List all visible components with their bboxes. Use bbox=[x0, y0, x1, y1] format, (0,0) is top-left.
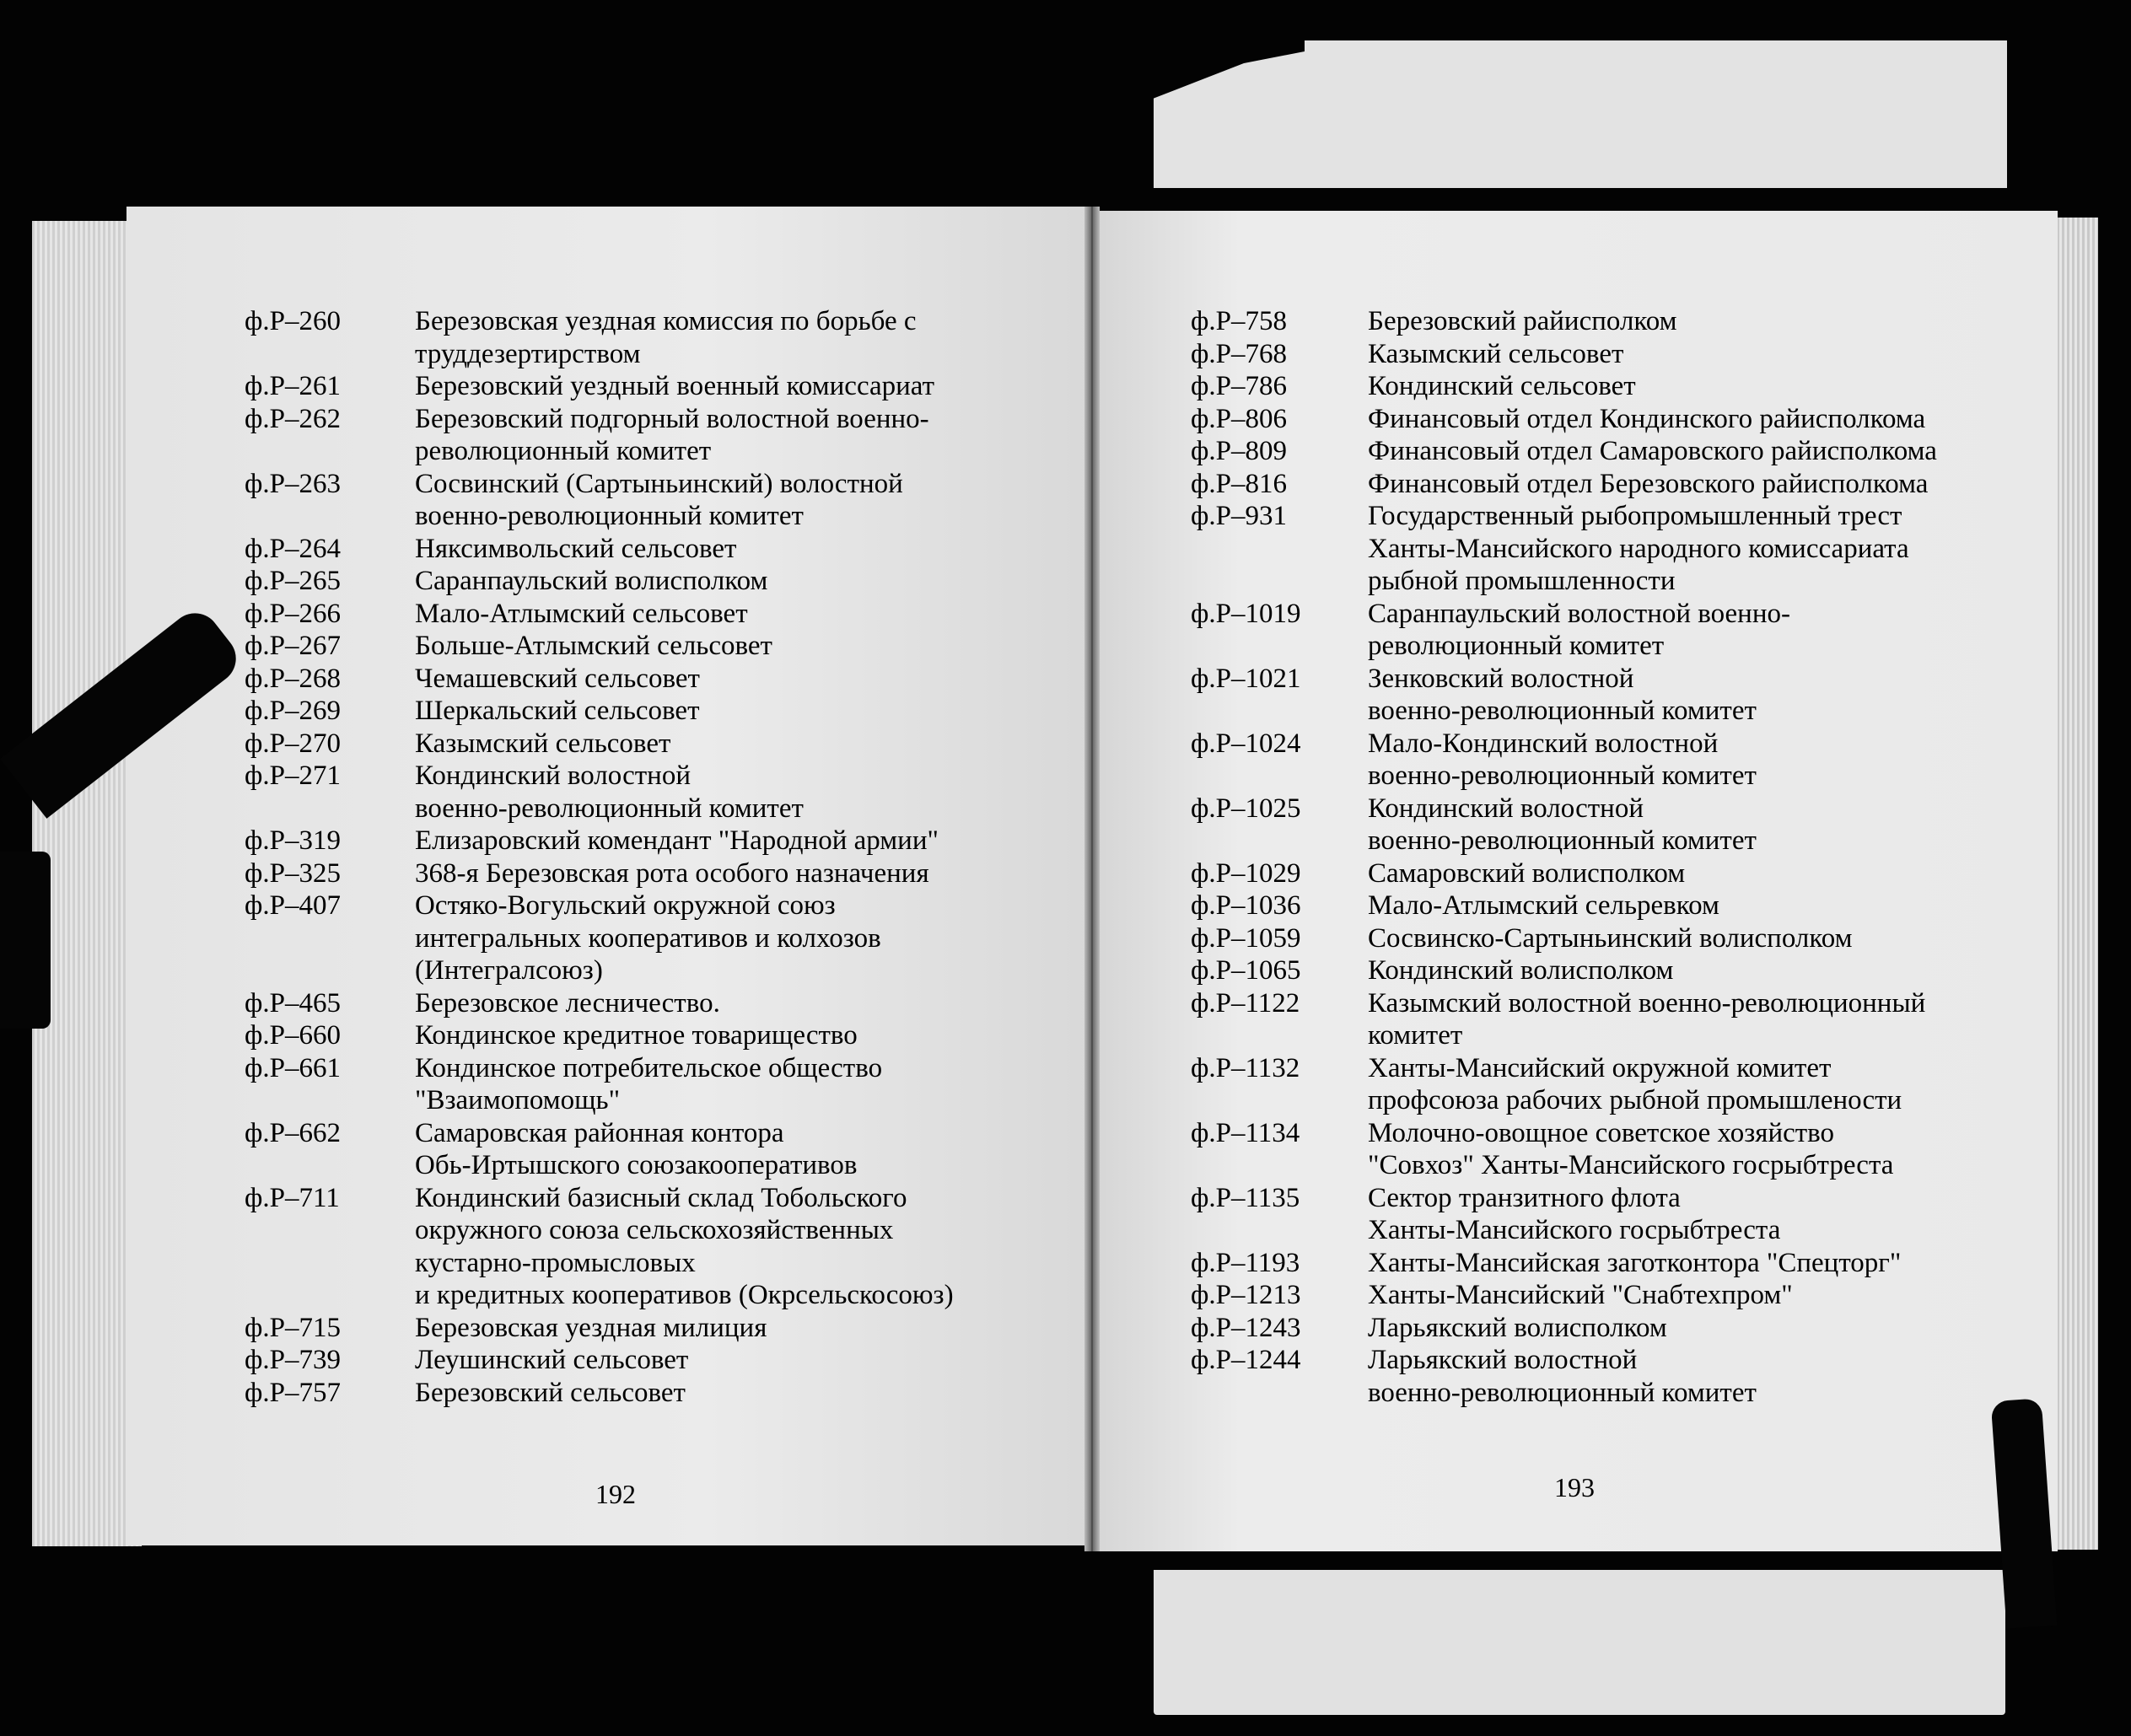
fond-code: ф.Р–715 bbox=[245, 1312, 341, 1343]
fond-title: Финансовый отдел Кондинского райисполкома bbox=[1368, 403, 1926, 434]
fond-title: Самаровская районная контора Обь-Иртышского союзакооперативов bbox=[415, 1117, 858, 1180]
fond-entry bbox=[245, 663, 1020, 696]
fond-entry bbox=[1191, 403, 1975, 436]
fond-code: ф.Р–264 bbox=[245, 533, 341, 564]
fond-entry bbox=[245, 468, 1020, 533]
fond-entry bbox=[1191, 338, 1975, 371]
fond-entry bbox=[245, 987, 1020, 1020]
fond-entry bbox=[1191, 1182, 1975, 1247]
fond-title: Ларьякский волисполком bbox=[1368, 1312, 1667, 1343]
fond-entry bbox=[1191, 922, 1975, 955]
fond-entry bbox=[245, 370, 1020, 403]
fond-entry bbox=[245, 695, 1020, 728]
fond-code: ф.Р–1029 bbox=[1191, 857, 1301, 889]
fond-code: ф.Р–711 bbox=[245, 1182, 340, 1213]
bottom-paper-strip bbox=[1154, 1570, 2005, 1715]
fond-entry bbox=[1191, 793, 1975, 857]
fond-code: ф.Р–319 bbox=[245, 825, 341, 856]
fond-code: ф.Р–1019 bbox=[1191, 598, 1301, 629]
fond-code: ф.Р–806 bbox=[1191, 403, 1287, 434]
fond-code: ф.Р–757 bbox=[245, 1377, 341, 1408]
fond-entry bbox=[1191, 1052, 1975, 1117]
fond-title: Чемашевский сельсовет bbox=[415, 663, 700, 694]
fond-entry bbox=[245, 403, 1020, 468]
left-bookmark-ribbon-tail bbox=[0, 852, 51, 1029]
fond-entry bbox=[245, 1344, 1020, 1377]
fond-entry bbox=[1191, 1279, 1975, 1312]
fond-entry bbox=[245, 1182, 1020, 1312]
fond-code: ф.Р–1065 bbox=[1191, 955, 1301, 986]
fond-title: Казымский сельсовет bbox=[415, 728, 671, 759]
fond-entry bbox=[245, 1052, 1020, 1117]
fond-entry bbox=[245, 1019, 1020, 1052]
fond-title: Мало-Атлымский сельсовет bbox=[415, 598, 748, 629]
fond-title: Кондинское потребительское общество "Взаимопомощь" bbox=[415, 1052, 883, 1115]
fond-entry bbox=[1191, 370, 1975, 403]
fond-code: ф.Р–931 bbox=[1191, 501, 1287, 531]
fond-entry bbox=[245, 533, 1020, 566]
fond-entry bbox=[245, 1377, 1020, 1410]
fond-code: ф.Р–265 bbox=[245, 566, 341, 596]
fond-code: ф.Р–661 bbox=[245, 1052, 341, 1083]
fond-code: ф.Р–1135 bbox=[1191, 1182, 1300, 1213]
fond-title: Ханты-Мансийский "Снабтехпром" bbox=[1368, 1280, 1793, 1310]
fond-title: Кондинский волостной военно-революционный комитет bbox=[1368, 793, 1757, 856]
fond-title: Самаровский волисполком bbox=[1368, 857, 1686, 889]
fond-title: Молочно-овощное советское хозяйство "Совхоз" Ханты-Мансийского госрыбтреста bbox=[1368, 1117, 1894, 1180]
fond-title: Кондинский волисполком bbox=[1368, 955, 1674, 986]
fond-entry bbox=[1191, 1247, 1975, 1280]
fond-entry bbox=[245, 630, 1020, 663]
fond-title: Сосвинский (Сартыньинский) волостной военно-революционный комитет bbox=[415, 468, 903, 531]
left-page-entry-list bbox=[245, 305, 1020, 1409]
fond-title: Казымский волостной военно-революционный комитет bbox=[1368, 987, 1926, 1051]
fond-code: ф.Р–1122 bbox=[1191, 987, 1300, 1018]
fond-title: Финансовый отдел Самаровского райисполкома bbox=[1368, 436, 1937, 466]
fond-entry bbox=[1191, 663, 1975, 728]
fond-title: Березовский райисполком bbox=[1368, 306, 1677, 336]
fond-entry bbox=[1191, 468, 1975, 501]
fond-title: Саранпаульский волисполком bbox=[415, 566, 768, 596]
fond-entry bbox=[245, 760, 1020, 825]
fond-title: Кондинское кредитное товарищество bbox=[415, 1020, 858, 1051]
fond-code: ф.Р–1193 bbox=[1191, 1247, 1300, 1278]
fond-title: Остяко-Вогульский окружной союз интегральных кооперативов и колхозов (Интегралсоюз) bbox=[415, 890, 881, 986]
fond-code: ф.Р–267 bbox=[245, 631, 341, 661]
fond-entry bbox=[1191, 305, 1975, 338]
fond-title: Ханты-Мансийский окружной комитет профсоюза рабочих рыбной промышлености bbox=[1368, 1052, 1902, 1115]
fond-entry bbox=[245, 1312, 1020, 1345]
fond-code: ф.Р–262 bbox=[245, 403, 341, 434]
top-paper-strip bbox=[1154, 40, 2007, 188]
fond-code: ф.Р–660 bbox=[245, 1020, 341, 1051]
fond-title: Финансовый отдел Березовского райисполкома bbox=[1368, 468, 1929, 499]
book-gutter bbox=[1084, 207, 1100, 1551]
fond-code: ф.Р–662 bbox=[245, 1117, 341, 1148]
fond-entry bbox=[245, 857, 1020, 890]
fond-entry bbox=[1191, 987, 1975, 1052]
fond-title: Сектор транзитного флота Ханты-Мансийского госрыбтреста bbox=[1368, 1182, 1781, 1245]
fond-code: ф.Р–270 bbox=[245, 728, 341, 759]
left-page-number: 192 bbox=[595, 1479, 636, 1509]
fond-title: 368-я Березовская рота особого назначения bbox=[415, 857, 929, 889]
fond-title: Ларьякский волостной военно-революционный комитет bbox=[1368, 1345, 1757, 1408]
fond-title: Елизаровский комендант "Народной армии" bbox=[415, 825, 939, 856]
fond-code: ф.Р–1244 bbox=[1191, 1345, 1301, 1375]
fond-title: Кондинский сельсовет bbox=[1368, 371, 1636, 401]
fond-code: ф.Р–269 bbox=[245, 696, 341, 726]
fond-title: Казымский сельсовет bbox=[1368, 338, 1624, 369]
fond-code: ф.Р–739 bbox=[245, 1345, 341, 1375]
fond-title: Березовское лесничество. bbox=[415, 987, 720, 1018]
fond-title: Кондинский базисный склад Тобольского окружного союза сельскохозяйственных кустарно-промысловых и кредитных кооперативов (Окрсельскосоюз) bbox=[415, 1182, 954, 1310]
fond-entry bbox=[245, 598, 1020, 631]
fond-entry bbox=[245, 305, 1020, 370]
fond-code: ф.Р–1134 bbox=[1191, 1117, 1300, 1148]
fond-code: ф.Р–1036 bbox=[1191, 890, 1301, 921]
fond-entry bbox=[1191, 1312, 1975, 1345]
fond-entry bbox=[1191, 954, 1975, 987]
fond-code: ф.Р–786 bbox=[1191, 371, 1287, 401]
fond-entry bbox=[245, 1117, 1020, 1182]
right-page-number: 193 bbox=[1554, 1472, 1595, 1502]
fond-code: ф.Р–260 bbox=[245, 306, 341, 336]
fond-code: ф.Р–768 bbox=[1191, 338, 1287, 369]
fond-title: Государственный рыбопромышленный трест Ханты-Мансийского народного комиссариата рыбной промышленности bbox=[1368, 501, 1909, 596]
fond-title: Саранпаульский волостной военно- революционный комитет bbox=[1368, 598, 1790, 661]
fond-title: Шеркальский сельсовет bbox=[415, 696, 700, 726]
fond-code: ф.Р–263 bbox=[245, 468, 341, 499]
fond-code: ф.Р–325 bbox=[245, 857, 341, 889]
fond-title: Березовская уездная комиссия по борьбе с труддезертирством bbox=[415, 306, 917, 369]
fond-entry bbox=[1191, 857, 1975, 890]
right-page-entry-list bbox=[1191, 305, 1975, 1409]
fond-title: Березовская уездная милиция bbox=[415, 1312, 767, 1343]
fond-title: Березовский сельсовет bbox=[415, 1377, 686, 1408]
fond-code: ф.Р–407 bbox=[245, 890, 341, 921]
fond-code: ф.Р–1025 bbox=[1191, 793, 1301, 824]
fond-entry bbox=[1191, 728, 1975, 793]
fond-code: ф.Р–1059 bbox=[1191, 922, 1301, 954]
fond-title: Больше-Атлымский сельсовет bbox=[415, 631, 772, 661]
fond-entry bbox=[245, 565, 1020, 598]
fond-entry bbox=[1191, 889, 1975, 922]
fond-code: ф.Р–1132 bbox=[1191, 1052, 1300, 1083]
fond-code: ф.Р–1024 bbox=[1191, 728, 1301, 759]
fond-entry bbox=[1191, 500, 1975, 598]
fond-code: ф.Р–1021 bbox=[1191, 663, 1301, 694]
fond-title: Березовский подгорный волостной военно- революционный комитет bbox=[415, 403, 929, 466]
fond-code: ф.Р–268 bbox=[245, 663, 341, 694]
fond-code: ф.Р–1243 bbox=[1191, 1312, 1301, 1343]
fond-code: ф.Р–809 bbox=[1191, 436, 1287, 466]
fond-entry bbox=[245, 889, 1020, 987]
fond-code: ф.Р–758 bbox=[1191, 306, 1287, 336]
fond-title: Ханты-Мансийская заготконтора "Спецторг" bbox=[1368, 1247, 1902, 1278]
fond-title: Березовский уездный военный комиссариат bbox=[415, 371, 935, 401]
fond-entry bbox=[1191, 1344, 1975, 1409]
fond-entry bbox=[245, 825, 1020, 857]
fond-entry bbox=[245, 728, 1020, 761]
fond-entry bbox=[1191, 1117, 1975, 1182]
fond-title: Леушинский сельсовет bbox=[415, 1345, 689, 1375]
fond-entry bbox=[1191, 435, 1975, 468]
fond-code: ф.Р–1213 bbox=[1191, 1280, 1301, 1310]
fond-title: Кондинский волостной военно-революционный комитет bbox=[415, 761, 804, 824]
fond-title: Зенковский волостной военно-революционный комитет bbox=[1368, 663, 1757, 726]
fond-entry bbox=[1191, 598, 1975, 663]
fond-title: Мало-Атлымский сельревком bbox=[1368, 890, 1719, 921]
fond-code: ф.Р–465 bbox=[245, 987, 341, 1018]
fond-title: Няксимвольский сельсовет bbox=[415, 533, 737, 564]
fond-title: Сосвинско-Сартыньинский волисполком bbox=[1368, 922, 1853, 954]
fond-title: Мало-Кондинский волостной военно-революционный комитет bbox=[1368, 728, 1757, 791]
fond-code: ф.Р–266 bbox=[245, 598, 341, 629]
fond-code: ф.Р–816 bbox=[1191, 468, 1287, 499]
fond-code: ф.Р–271 bbox=[245, 761, 341, 791]
fond-code: ф.Р–261 bbox=[245, 371, 341, 401]
